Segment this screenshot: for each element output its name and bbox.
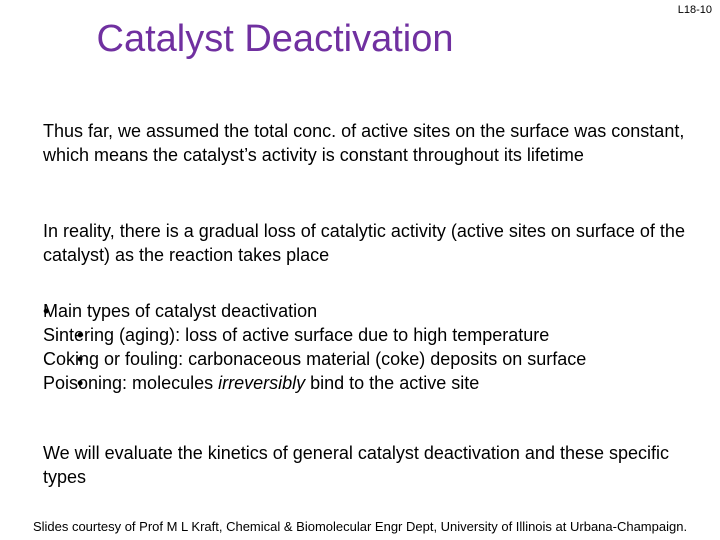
list-item-coking: • Coking or fouling: carbonaceous material (coke) deposits on surface [43, 347, 703, 371]
poisoning-text-end: bind to the active site [305, 373, 480, 393]
intro-paragraph: Thus far, we assumed the total conc. of active sites on the surface was constant, which means the catalyst’s activity is constant throughout its lifetime [43, 121, 685, 165]
list-item-main-types [43, 299, 703, 395]
list-item-sintering: • Sintering (aging): loss of active surface due to high temperature [43, 323, 703, 347]
poisoning-emphasis: irreversibly [218, 373, 306, 393]
deactivation-types-list [43, 299, 703, 395]
list-item-poisoning [43, 371, 703, 395]
slide-number: L18-10 [677, 4, 712, 16]
reality-paragraph: In reality, there is a gradual loss of catalytic activity (active sites on surface of the catalyst) as the reaction takes place [43, 221, 685, 265]
main-types-text: Main types of catalyst deactivation [43, 301, 318, 321]
evaluation-paragraph: We will evaluate the kinetics of general catalyst deactivation and these specific types [43, 443, 670, 487]
credits-footer: Slides courtesy of Prof M L Kraft, Chemical & Biomolecular Engr Dept, University of Illinois at Urbana-Champaign. [32, 519, 688, 534]
poisoning-text-start: Poisoning: molecules [43, 373, 219, 393]
slide-title: Catalyst Deactivation [96, 18, 454, 60]
deactivation-subtypes-list [43, 323, 703, 395]
